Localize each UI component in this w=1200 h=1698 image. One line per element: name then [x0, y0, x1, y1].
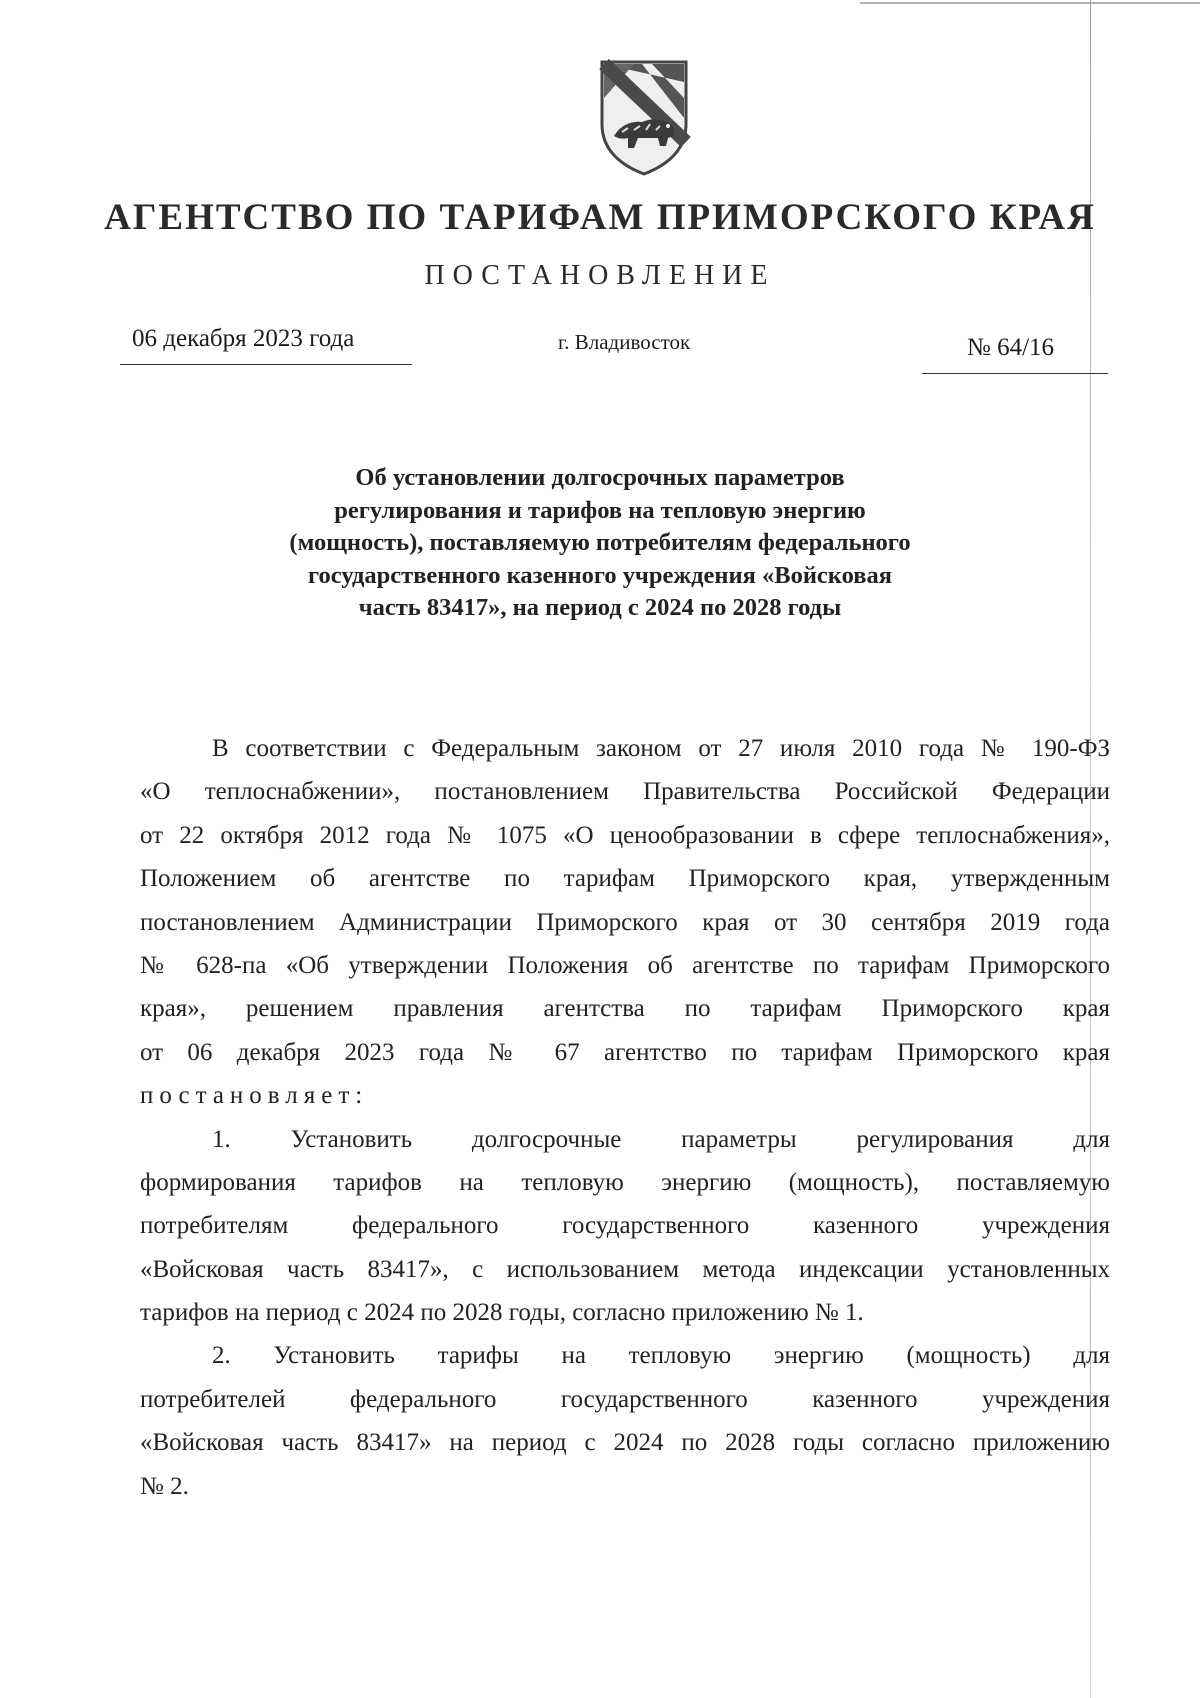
document-body — [140, 727, 1110, 1508]
item-1-line: «Войсковая часть 83417», с использованием метода индексации установленных — [140, 1255, 1110, 1283]
preamble-line: постановлением Администрации Приморского края от 30 сентября 2019 года — [140, 908, 1110, 936]
item-1-line: 1. Установить долгосрочные параметры регулирования для — [212, 1125, 1110, 1153]
heading-line: регулирования и тарифов на тепловую энергию — [334, 496, 866, 524]
preamble-line: № 628-па «Об утверждении Положения об агентстве по тарифам Приморского — [140, 951, 1110, 979]
agency-title: АГЕНТСТВО ПО ТАРИФАМ ПРИМОРСКОГО КРАЯ — [104, 197, 1096, 238]
number-underline — [922, 373, 1108, 374]
preamble-line: края», решением правления агентства по тарифам Приморского края — [140, 995, 1110, 1023]
document-number: № 64/16 — [967, 334, 1055, 361]
item-2-line: «Войсковая часть 83417» на период с 2024 по 2028 годы согласно приложению — [140, 1429, 1110, 1457]
preamble-line: от 06 декабря 2023 года № 67 агентство по тарифам Приморского края — [140, 1038, 1110, 1066]
item-1-line: потребителям федерального государственного казенного учреждения — [140, 1212, 1110, 1240]
document-type: ПОСТАНОВЛЕНИЕ — [424, 260, 776, 291]
scan-artifact-top — [860, 2, 1200, 4]
document-heading — [200, 462, 1000, 625]
item-2-line: 2. Установить тарифы на тепловую энергию (мощность) для — [212, 1342, 1110, 1370]
preamble-line: В соответствии с Федеральным законом от 27 июля 2010 года № 190-ФЗ — [212, 735, 1110, 762]
preamble-line: от 22 октября 2012 года № 1075 «О ценообразовании в сфере теплоснабжения», — [140, 821, 1110, 849]
item-2-line: № 2. — [140, 1472, 189, 1500]
document-city: г. Владивосток — [558, 330, 691, 354]
heading-line: Об установлении долгосрочных параметров — [355, 464, 845, 491]
item-1-line: тарифов на период с 2024 по 2028 годы, согласно приложению № 1. — [140, 1299, 864, 1327]
item-2-line: потребителей федерального государственного казенного учреждения — [140, 1385, 1110, 1413]
preamble-line: «О теплоснабжении», постановлением Правительства Российской Федерации — [140, 778, 1110, 806]
document-date: 06 декабря 2023 года — [132, 325, 355, 352]
date-underline — [120, 364, 412, 365]
heading-line: государственного казенного учреждения «Войсковая — [308, 561, 892, 589]
primorsky-coat-of-arms-icon — [594, 58, 694, 178]
resolves-word: постановляет: — [140, 1082, 369, 1110]
preamble-line: Положением об агентстве по тарифам Приморского края, утвержденным — [140, 865, 1110, 893]
heading-line: (мощность), поставляемую потребителям федерального — [289, 529, 911, 556]
item-1-line: формирования тарифов на тепловую энергию (мощность), поставляемую — [140, 1168, 1110, 1196]
heading-line: часть 83417», на период с 2024 по 2028 годы — [358, 594, 842, 621]
